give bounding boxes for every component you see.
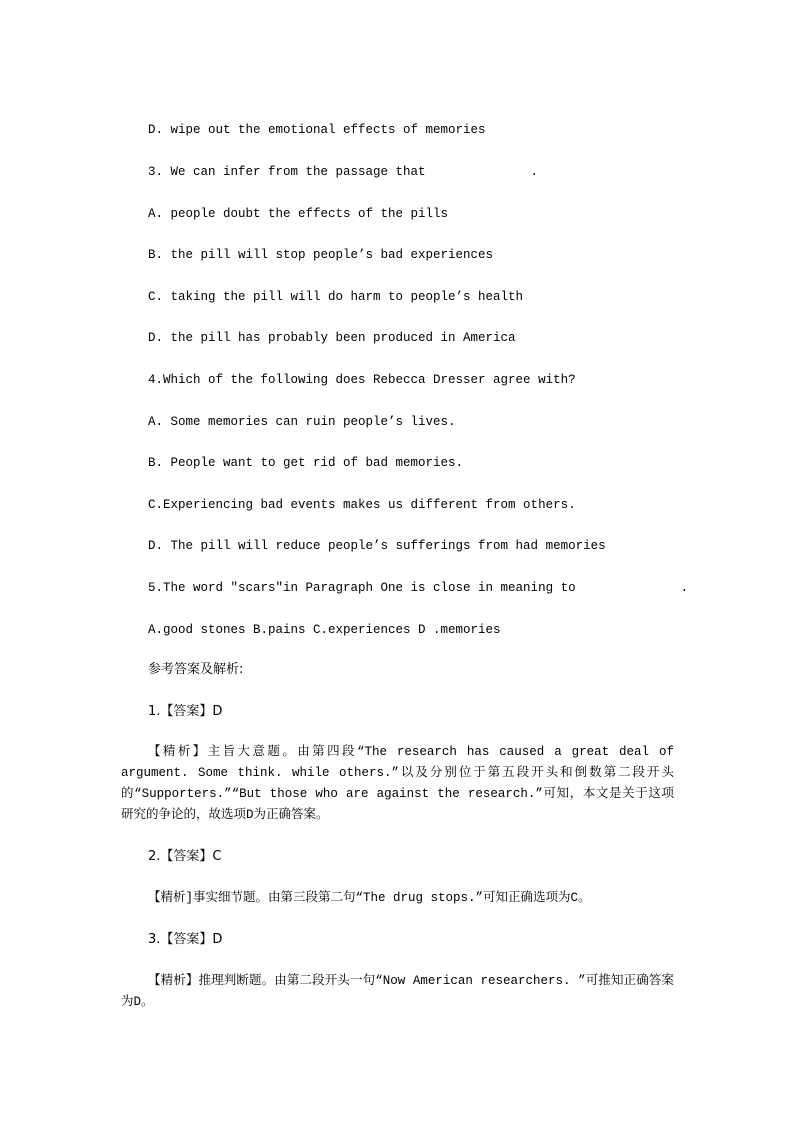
q3-stem: 3. We can infer from the passage that . [148,165,539,179]
answer-2-label: 2.【答案】C [148,849,222,864]
q4-option-c: C.Experiencing bad events makes us different from others. [148,498,576,512]
q5-stem: 5.The word "scars"in Paragraph One is close in meaning to . [148,581,689,595]
answer-2-explanation-text: 【精析]事实细节题。由第三段第二句“The drug stops.”可知正确选项为C。 [148,891,591,905]
q4-stem: 4.Which of the following does Rebecca Dresser agree with? [148,373,576,387]
q3-option-a: A. people doubt the effects of the pills [148,207,449,221]
q3-option-c: C. taking the pill will do harm to people’s health [148,290,524,304]
answer-1-explanation-text: 【精析】主旨大意题。由第四段“The research has caused a great deal of argument. Some think. while others.”以及分别位于第五段开头和倒数第二段开头的“Supporters.”“But those who are against the research.”可知，本文是关于这项研究的争论的，故选项D为正确答案。 [121,745,674,822]
answer-3-explanation [121,971,674,1013]
q3-option-d: D. the pill has probably been produced in America [148,331,516,345]
answer-1-explanation [121,742,674,826]
answer-1-label: 1.【答案】D [148,704,223,719]
answer-3-label: 3.【答案】D [148,932,223,947]
answer-3-explanation-text: 【精析】推理判断题。由第二段开头一句“Now American researchers. ”可推知正确答案为D。 [121,974,674,1009]
q4-option-b: B. People want to get rid of bad memories. [148,456,464,470]
answer-2-explanation [121,888,674,909]
answers-heading: 参考答案及解析: [148,662,244,677]
q2-option-d: D. wipe out the emotional effects of memories [148,123,486,137]
q3-option-b: B. the pill will stop people’s bad experiences [148,248,494,262]
q4-option-d: D. The pill will reduce people’s sufferings from had memories [148,539,606,553]
q5-options: A.good stones B.pains C.experiences D .memories [148,623,501,637]
q4-option-a: A. Some memories can ruin people’s lives. [148,415,456,429]
